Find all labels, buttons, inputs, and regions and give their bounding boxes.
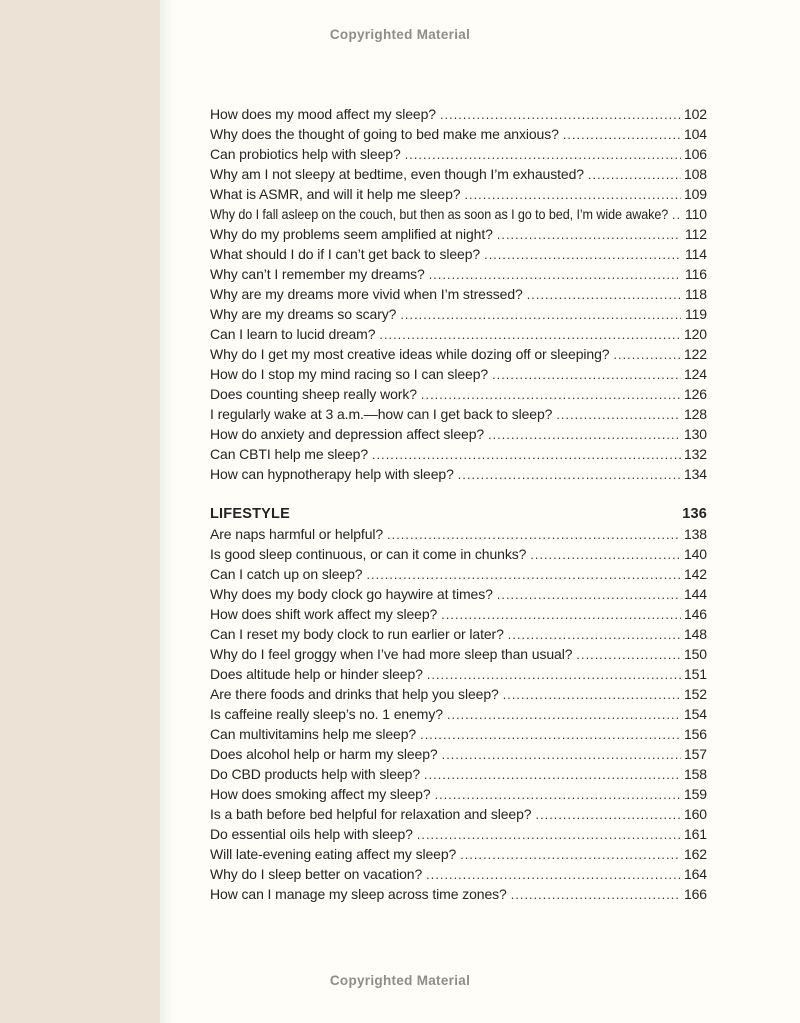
toc-entry-title-wrap: [210, 524, 383, 544]
toc-entry: [210, 264, 707, 284]
toc-entry: [210, 444, 707, 464]
section-page-number: 136: [682, 506, 707, 522]
toc-entry: [210, 604, 707, 624]
dot-leader: [527, 284, 681, 305]
toc-entry-title-wrap: [210, 344, 609, 364]
dot-leader: [460, 844, 681, 865]
copyright-notice-bottom: Copyrighted Material: [329, 973, 471, 988]
toc-entry-title: Why are my dreams more vivid when I’m stressed?: [210, 286, 523, 302]
toc-entry: [210, 304, 707, 324]
toc-entry-title: How do I stop my mind racing so I can sleep?: [210, 366, 489, 382]
dot-leader: [427, 664, 681, 685]
toc-entry: [210, 624, 707, 644]
dot-leader: [536, 804, 682, 825]
toc-entry-title: Why are my dreams so scary?: [210, 306, 397, 322]
toc-entry-title-wrap: [210, 424, 484, 444]
toc-entry-title-wrap: [210, 304, 396, 324]
toc-entry-title-wrap: [210, 724, 416, 744]
toc-entry-page-number: 146: [683, 606, 707, 622]
toc-entry: [210, 224, 707, 244]
toc-entry-title-wrap: [210, 764, 420, 784]
toc-entry-page-number: 151: [683, 666, 707, 682]
toc-entry-title-wrap: [210, 204, 668, 224]
toc-entry: [210, 544, 707, 564]
toc-entry-page-number: 132: [683, 446, 707, 462]
dot-leader: [440, 104, 681, 125]
toc-entry-page-number: 144: [683, 586, 707, 602]
dot-leader: [464, 184, 681, 205]
toc-entry: [210, 404, 707, 424]
toc-entry-title: Why do I feel groggy when I’ve had more sleep than usual?: [210, 646, 573, 662]
toc-entry-title-wrap: [210, 564, 362, 584]
toc-entry-title-wrap: [210, 104, 436, 124]
dot-leader: [497, 224, 681, 245]
toc-entry-title: Can multivitamins help me sleep?: [210, 726, 417, 742]
dot-leader: [484, 244, 681, 265]
toc-entry-title: How can hypnotherapy help with sleep?: [210, 466, 454, 482]
toc-entry-page-number: 166: [683, 886, 707, 902]
toc-entry-title: Why do my problems seem amplified at night?: [210, 226, 493, 242]
page-edge-strip: [0, 0, 160, 1023]
toc-entry-title: Can I catch up on sleep?: [210, 566, 363, 582]
toc-entry-page-number: 148: [683, 626, 707, 642]
toc-entry: [210, 424, 707, 444]
dot-leader: [563, 124, 681, 145]
toc-entry-title-wrap: [210, 684, 499, 704]
toc-section-header: [210, 504, 707, 524]
toc-entry-title: Do CBD products help with sleep?: [210, 766, 421, 782]
toc-entry-page-number: 104: [683, 126, 707, 142]
toc-entry: [210, 464, 707, 484]
toc-entry-title-wrap: [210, 324, 375, 344]
toc-entry: [210, 164, 707, 184]
toc-section: [210, 104, 707, 484]
toc-entry-page-number: 106: [683, 146, 707, 162]
dot-leader: [503, 684, 681, 705]
toc-entry: [210, 364, 707, 384]
toc-entry-title: Why do I sleep better on vacation?: [210, 866, 423, 882]
toc-entry-title: Do essential oils help with sleep?: [210, 826, 413, 842]
toc-entry-title: How can I manage my sleep across time zones?: [210, 886, 507, 902]
dot-leader: [672, 204, 681, 225]
dot-leader: [372, 444, 681, 465]
toc-entry: [210, 744, 707, 764]
toc-entry: [210, 124, 707, 144]
dot-leader: [442, 744, 681, 765]
copyright-notice-top: Copyrighted Material: [329, 27, 471, 42]
toc-entry-page-number: 161: [683, 826, 707, 842]
dot-leader: [556, 404, 681, 425]
dot-leader: [576, 644, 681, 665]
toc-entry-title-wrap: [210, 844, 456, 864]
toc-entry-title-wrap: [210, 864, 422, 884]
toc-entry: [210, 184, 707, 204]
toc-entry-title-wrap: [210, 144, 401, 164]
toc-entry-page-number: 114: [684, 246, 707, 262]
toc-entry-title-wrap: [210, 284, 523, 304]
dot-leader: [441, 604, 681, 625]
toc-entry: [210, 324, 707, 344]
dot-leader: [387, 524, 681, 545]
toc-entry-page-number: 102: [683, 106, 707, 122]
toc-entry-page-number: 124: [683, 366, 707, 382]
toc-entry-page-number: 130: [683, 426, 707, 442]
toc-entry-title: How does my mood affect my sleep?: [210, 106, 436, 122]
dot-leader: [488, 424, 681, 445]
toc-entry-title: Why am I not sleepy at bedtime, even though I’m exhausted?: [210, 166, 584, 182]
toc-entry-page-number: 126: [683, 386, 707, 402]
toc-entry: [210, 784, 707, 804]
toc-entry-title-wrap: [210, 664, 423, 684]
section-title: LIFESTYLE: [210, 506, 290, 522]
toc-entry-page-number: 164: [683, 866, 707, 882]
toc-entry: [210, 584, 707, 604]
dot-leader: [530, 544, 681, 565]
toc-entry-title-wrap: [210, 264, 425, 284]
toc-entry-page-number: 108: [683, 166, 707, 182]
toc-entry-title-wrap: [210, 164, 584, 184]
toc-entry-title: How does shift work affect my sleep?: [210, 606, 438, 622]
toc-entry-title: Does counting sheep really work?: [210, 386, 417, 402]
toc-entry-page-number: 159: [683, 786, 707, 802]
dot-leader: [497, 584, 681, 605]
toc-entry-title: Why does my body clock go haywire at times?: [210, 586, 493, 602]
toc-entry-title: I regularly wake at 3 a.m.—how can I get back to sleep?: [210, 406, 553, 422]
toc-entry-title: Can probiotics help with sleep?: [210, 146, 401, 162]
dot-leader: [447, 704, 681, 725]
toc-entry: [210, 384, 707, 404]
toc-entry-title-wrap: [210, 124, 559, 144]
toc-entry-title: Are naps harmful or helpful?: [210, 526, 384, 542]
dot-leader: [613, 344, 681, 365]
toc-entry-title: Is caffeine really sleep’s no. 1 enemy?: [210, 706, 443, 722]
toc-entry: [210, 204, 707, 224]
toc-entry-page-number: 156: [683, 726, 707, 742]
toc-entry-title-wrap: [210, 824, 413, 844]
toc-entry: [210, 644, 707, 664]
toc-entry-title-wrap: [210, 404, 552, 424]
toc-entry-title: Is a bath before bed helpful for relaxation and sleep?: [210, 806, 532, 822]
toc-entry-title: Why do I fall asleep on the couch, but then as soon as I go to bed, I’m wide awake?: [210, 206, 669, 222]
toc-entry-title: Can CBTI help me sleep?: [210, 446, 369, 462]
toc-entry: [210, 844, 707, 864]
table-of-contents: [210, 104, 707, 904]
toc-rows: [210, 104, 707, 484]
dot-leader: [417, 824, 681, 845]
toc-entry-title: Does altitude help or hinder sleep?: [210, 666, 423, 682]
toc-entry: [210, 824, 707, 844]
toc-entry-title-wrap: [210, 624, 504, 644]
toc-entry-title: Why can’t I remember my dreams?: [210, 266, 425, 282]
dot-leader: [492, 364, 681, 385]
toc-entry: [210, 864, 707, 884]
toc-entry-page-number: 110: [684, 206, 707, 222]
dot-leader: [426, 864, 681, 885]
dot-leader: [435, 784, 681, 805]
toc-rows: [210, 524, 707, 904]
toc-entry: [210, 524, 707, 544]
toc-entry-title-wrap: [210, 464, 454, 484]
toc-entry: [210, 144, 707, 164]
toc-entry-title: What is ASMR, and will it help me sleep?: [210, 186, 461, 202]
toc-entry: [210, 884, 707, 904]
dot-leader: [421, 384, 681, 405]
toc-entry-title-wrap: [210, 364, 488, 384]
dot-leader: [429, 264, 681, 285]
dot-leader: [379, 324, 681, 345]
toc-entry-title-wrap: [210, 644, 572, 664]
toc-entry-title: Can I learn to lucid dream?: [210, 326, 376, 342]
dot-leader: [511, 884, 681, 905]
toc-entry-title: Will late-evening eating affect my sleep?: [210, 846, 457, 862]
toc-entry-title-wrap: [210, 884, 507, 904]
toc-entry-page-number: 138: [683, 526, 707, 542]
toc-entry: [210, 704, 707, 724]
toc-entry: [210, 244, 707, 264]
toc-entry-title-wrap: [210, 184, 460, 204]
toc-entry-page-number: 128: [683, 406, 707, 422]
toc-entry: [210, 764, 707, 784]
toc-entry-title: Can I reset my body clock to run earlier or later?: [210, 626, 504, 642]
dot-leader: [508, 624, 681, 645]
dot-leader: [588, 164, 681, 185]
toc-entry-page-number: 160: [683, 806, 707, 822]
toc-entry-page-number: 119: [684, 306, 707, 322]
toc-entry-title-wrap: [210, 244, 480, 264]
toc-entry-page-number: 120: [683, 326, 707, 342]
toc-entry: [210, 344, 707, 364]
toc-entry-title-wrap: [210, 744, 438, 764]
toc-entry-title: How does smoking affect my sleep?: [210, 786, 431, 802]
toc-entry-page-number: 112: [684, 226, 707, 242]
toc-entry-title: How do anxiety and depression affect sleep?: [210, 426, 485, 442]
toc-entry-title: Does alcohol help or harm my sleep?: [210, 746, 438, 762]
toc-entry: [210, 804, 707, 824]
toc-entry: [210, 284, 707, 304]
toc-entry-page-number: 154: [683, 706, 707, 722]
toc-entry-page-number: 140: [683, 546, 707, 562]
toc-entry-title: Is good sleep continuous, or can it come in chunks?: [210, 546, 527, 562]
toc-entry-title-wrap: [210, 604, 437, 624]
dot-leader: [420, 724, 681, 745]
dot-leader: [400, 304, 681, 325]
toc-entry: [210, 564, 707, 584]
toc-entry-page-number: 122: [683, 346, 707, 362]
toc-entry-title-wrap: [210, 804, 532, 824]
dot-leader: [366, 564, 681, 585]
toc-entry: [210, 104, 707, 124]
toc-entry-page-number: 162: [683, 846, 707, 862]
toc-entry-page-number: 134: [683, 466, 707, 482]
toc-entry-page-number: 142: [683, 566, 707, 582]
toc-entry-title-wrap: [210, 224, 493, 244]
toc-entry-title-wrap: [210, 444, 368, 464]
dot-leader: [424, 764, 681, 785]
toc-entry-title-wrap: [210, 704, 443, 724]
toc-entry-page-number: 116: [684, 266, 707, 282]
toc-entry-title-wrap: [210, 584, 493, 604]
toc-entry-title: What should I do if I can’t get back to sleep?: [210, 246, 481, 262]
toc-entry-title-wrap: [210, 384, 417, 404]
page-curl-highlight: [160, 0, 174, 1023]
dot-leader: [458, 464, 681, 485]
toc-entry-title: Are there foods and drinks that help you sleep?: [210, 686, 499, 702]
toc-section: [210, 504, 707, 904]
toc-entry-page-number: 118: [684, 286, 707, 302]
toc-entry: [210, 664, 707, 684]
toc-entry-title: Why do I get my most creative ideas while dozing off or sleeping?: [210, 346, 610, 362]
toc-entry: [210, 724, 707, 744]
dot-leader: [405, 144, 681, 165]
toc-entry-title-wrap: [210, 784, 431, 804]
toc-entry-title-wrap: [210, 544, 526, 564]
toc-entry-page-number: 150: [683, 646, 707, 662]
toc-entry-page-number: 152: [683, 686, 707, 702]
toc-entry-page-number: 158: [683, 766, 707, 782]
toc-entry-page-number: 109: [683, 186, 707, 202]
toc-entry-title: Why does the thought of going to bed make me anxious?: [210, 126, 559, 142]
toc-entry: [210, 684, 707, 704]
toc-entry-page-number: 157: [683, 746, 707, 762]
